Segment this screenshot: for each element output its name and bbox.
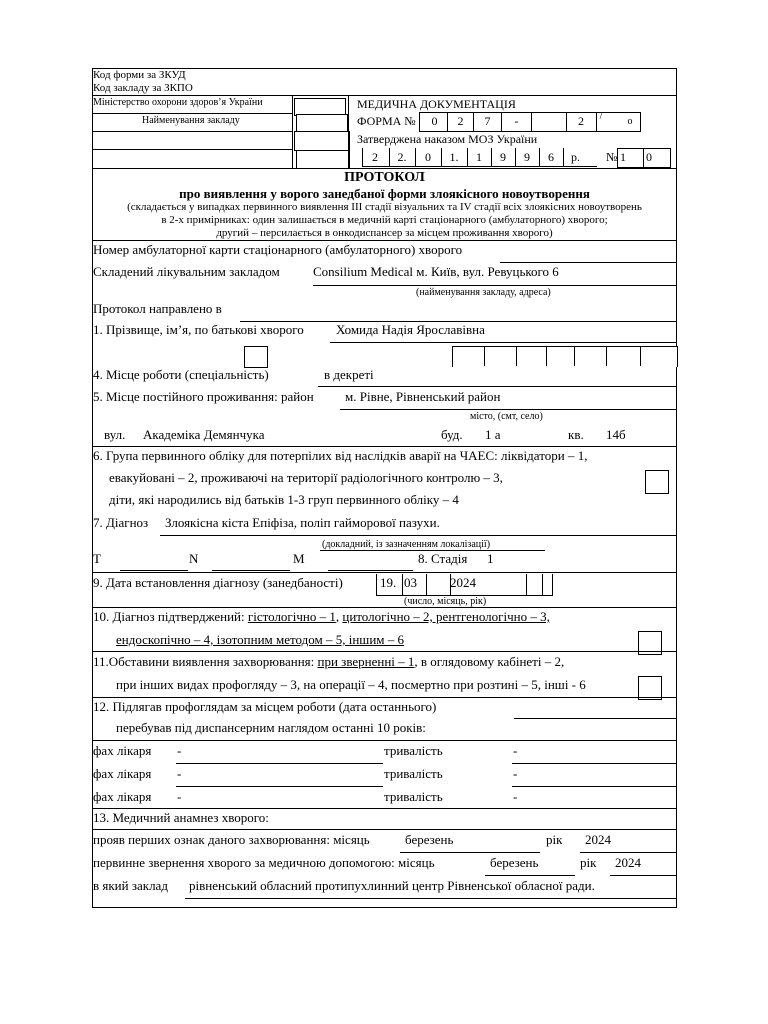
protocol-note: в 2-х примірниках: один залишається в медичній карті стаціонарного (амбулаторного) хворого; bbox=[161, 214, 608, 226]
specialist-label: фах лікаря bbox=[93, 766, 152, 781]
specialist-value[interactable]: - bbox=[177, 766, 182, 781]
zkpo-label: Код закладу за ЗКПО bbox=[93, 82, 193, 94]
patient-name-label: 1. Прізвище, ім’я, по батькові хворого bbox=[93, 322, 304, 337]
duration-value[interactable]: - bbox=[513, 766, 518, 781]
specialist-value[interactable]: - bbox=[177, 743, 182, 758]
sex-box[interactable] bbox=[244, 346, 268, 368]
institution-value[interactable]: рівненський обласний протипухлинний центр Рівненської обласної ради. bbox=[189, 878, 595, 893]
approved-label: Затверджена наказом МОЗ України bbox=[357, 132, 538, 146]
chaes-group-line: 6. Група первинного обліку для потерпілих від наслідків аварії на ЧАЕС: ліквідатори – 1, bbox=[93, 448, 588, 463]
frame-bottom bbox=[92, 907, 677, 908]
diagnosis-date-label: 9. Дата встановлення діагнозу (занедбаності) bbox=[93, 575, 343, 590]
first-referral-year[interactable]: 2024 bbox=[615, 855, 641, 870]
composed-by-label: Складений лікувальним закладом bbox=[93, 264, 280, 279]
stage-label: 8. Стадія bbox=[418, 551, 468, 566]
confirmation-line-2: ендоскопічно – 4, ізотопним методом – 5, іншим – 6 bbox=[116, 632, 404, 647]
street-value[interactable]: Академіка Демянчука bbox=[143, 427, 265, 442]
med-doc-title: МЕДИЧНА ДОКУМЕНТАЦІЯ bbox=[357, 97, 516, 111]
first-signs-month[interactable]: березень bbox=[405, 832, 454, 847]
form-digit: о bbox=[627, 116, 633, 127]
card-number-input[interactable] bbox=[500, 262, 676, 263]
diagnosis-hint: (докладний, із зазначенням локалізації) bbox=[322, 539, 491, 550]
tnm-n-input[interactable] bbox=[212, 570, 290, 571]
chaes-group-box[interactable] bbox=[645, 470, 669, 494]
circumstances-line: 11.Обставини виявлення захворювання: при зверненні – 1, в оглядовому кабінеті – 2, bbox=[93, 654, 565, 669]
protocol-subtitle: про виявлення у ворого занедбаної форми злоякісного новоутворення bbox=[179, 186, 590, 201]
circumstance-referral: при зверненні – 1 bbox=[317, 654, 415, 669]
diagnosis-date-year[interactable]: 2024 bbox=[450, 575, 476, 590]
order-date-digit: 6 bbox=[548, 150, 554, 164]
first-referral-label: первинне звернення хворого за медичною допомогою: місяць bbox=[93, 855, 435, 870]
chaes-group-line: евакуйовані – 2, проживаючі на території радіологічного контролю – 3, bbox=[109, 470, 503, 485]
order-date-digit: 9 bbox=[524, 150, 530, 164]
composed-by-value[interactable]: Consilium Medical м. Київ, вул. Ревуцького 6 bbox=[313, 264, 559, 279]
checkups-label: 12. Підлягав профоглядам за місцем роботи (дата останнього) bbox=[93, 699, 437, 714]
duration-label: тривалість bbox=[384, 743, 443, 758]
specialist-label: фах лікаря bbox=[93, 789, 152, 804]
building-value[interactable]: 1 а bbox=[485, 427, 501, 442]
code-box[interactable] bbox=[296, 150, 350, 169]
flat-value[interactable]: 14б bbox=[606, 427, 626, 442]
tnm-t-input[interactable] bbox=[120, 570, 188, 571]
code-box[interactable] bbox=[294, 131, 350, 151]
protocol-title: ПРОТОКОЛ bbox=[344, 170, 425, 185]
zkud-label: Код форми за ЗКУД bbox=[93, 69, 186, 81]
confirm-histology: гістологічно – 1 bbox=[247, 609, 336, 624]
protocol-note: другий – персилається в онкодиспансер за місцем проживання хворого) bbox=[216, 227, 553, 239]
protocol-note: (складається у випадках первинного виявлення ІІІ стадії візуальних та IV стадії всіх злоякісних новоутворень bbox=[127, 201, 642, 213]
chaes-group-line: діти, які народились від батьків 1-3 груп первинного обліку – 4 bbox=[109, 492, 459, 507]
order-date-digit: 9 bbox=[500, 150, 506, 164]
card-number-label: Номер амбулаторної карти стаціонарного (амбулаторного) хворого bbox=[93, 242, 463, 257]
diagnosis-date-day[interactable]: 19. bbox=[380, 575, 397, 590]
order-date-digit: 2 bbox=[372, 150, 378, 164]
dispensary-label: перебував під диспансерним наглядом останні 10 років: bbox=[116, 720, 426, 735]
institution-name-label: Найменування закладу bbox=[142, 115, 240, 126]
residence-label: 5. Місце постійного проживання: район bbox=[93, 389, 314, 404]
order-date-digit: 2. bbox=[397, 150, 407, 164]
tnm-m-label: М bbox=[293, 551, 305, 566]
first-signs-year-label: рік bbox=[546, 832, 563, 847]
anamnesis-label: 13. Медичний анамнез хворого: bbox=[93, 810, 269, 825]
specialist-label: фах лікаря bbox=[93, 743, 152, 758]
residence-hint: місто, (смт, село) bbox=[470, 411, 543, 422]
building-label: буд. bbox=[441, 427, 463, 442]
composed-by-hint: (найменування закладу, адреса) bbox=[416, 287, 551, 298]
checkups-date-input[interactable] bbox=[514, 718, 676, 719]
residence-value[interactable]: м. Рівне, Рівненський район bbox=[345, 389, 501, 404]
diagnosis-date-month[interactable]: 03 bbox=[404, 575, 417, 590]
tnm-t-label: Т bbox=[93, 551, 101, 566]
form-digit: - bbox=[514, 114, 519, 128]
confirm-cytology: цитологічно – 2, рентгенологічно – 3, bbox=[342, 609, 550, 624]
order-date-digit: 0 bbox=[425, 150, 431, 164]
duration-label: тривалість bbox=[384, 766, 443, 781]
order-number-digit: 0 bbox=[646, 150, 652, 164]
form-digit: 0 bbox=[431, 114, 438, 128]
form-digit: 7 bbox=[484, 114, 491, 128]
order-number-label: № bbox=[606, 150, 618, 164]
order-year-suffix: р. bbox=[571, 150, 580, 164]
duration-value[interactable]: - bbox=[513, 743, 518, 758]
street-label: вул. bbox=[104, 427, 126, 442]
sent-to-label: Протокол направлено в bbox=[93, 301, 222, 316]
form-digit: 2 bbox=[457, 114, 464, 128]
institution-label: в який заклад bbox=[93, 878, 168, 893]
duration-value[interactable]: - bbox=[513, 789, 518, 804]
first-referral-month[interactable]: березень bbox=[490, 855, 539, 870]
stage-value[interactable]: 1 bbox=[487, 551, 494, 566]
first-signs-year[interactable]: 2024 bbox=[585, 832, 611, 847]
diagnosis-value[interactable]: Злоякісна кіста Епіфіза, поліп гайморової пазухи. bbox=[165, 515, 440, 530]
diagnosis-date-hint: (число, місяць, рік) bbox=[404, 596, 487, 607]
confirmation-line: 10. Діагноз підтверджений: гістологічно – 1, цитологічно – 2, рентгенологічно – 3, bbox=[93, 609, 550, 624]
work-place-label: 4. Місце роботи (спеціальність) bbox=[93, 367, 269, 382]
first-referral-year-label: рік bbox=[580, 855, 597, 870]
flat-label: кв. bbox=[568, 427, 584, 442]
ministry-label: Міністерство охорони здоров’я України bbox=[93, 97, 263, 108]
first-signs-label: прояв перших ознак даного захворювання: місяць bbox=[93, 832, 370, 847]
form-digit: / bbox=[599, 111, 603, 122]
form-digit: 2 bbox=[578, 114, 584, 128]
form-number-label: ФОРМА № bbox=[357, 114, 416, 128]
diagnosis-label: 7. Діагноз bbox=[93, 515, 149, 530]
circumstances-line-2: при інших видах профогляду – 3, на операції – 4, посмертно при розтині – 5, інші - 6 bbox=[116, 677, 586, 692]
order-date-digit: 1. bbox=[449, 150, 459, 164]
patient-name-value[interactable]: Хомида Надія Ярославівна bbox=[336, 322, 485, 337]
duration-label: тривалість bbox=[384, 789, 443, 804]
order-date-digit: 1 bbox=[476, 150, 482, 164]
work-place-value[interactable]: в декреті bbox=[324, 367, 374, 382]
tnm-m-input[interactable] bbox=[328, 570, 413, 571]
order-number-digit: 1 bbox=[620, 150, 626, 164]
specialist-value[interactable]: - bbox=[177, 789, 182, 804]
tnm-n-label: N bbox=[189, 551, 199, 566]
